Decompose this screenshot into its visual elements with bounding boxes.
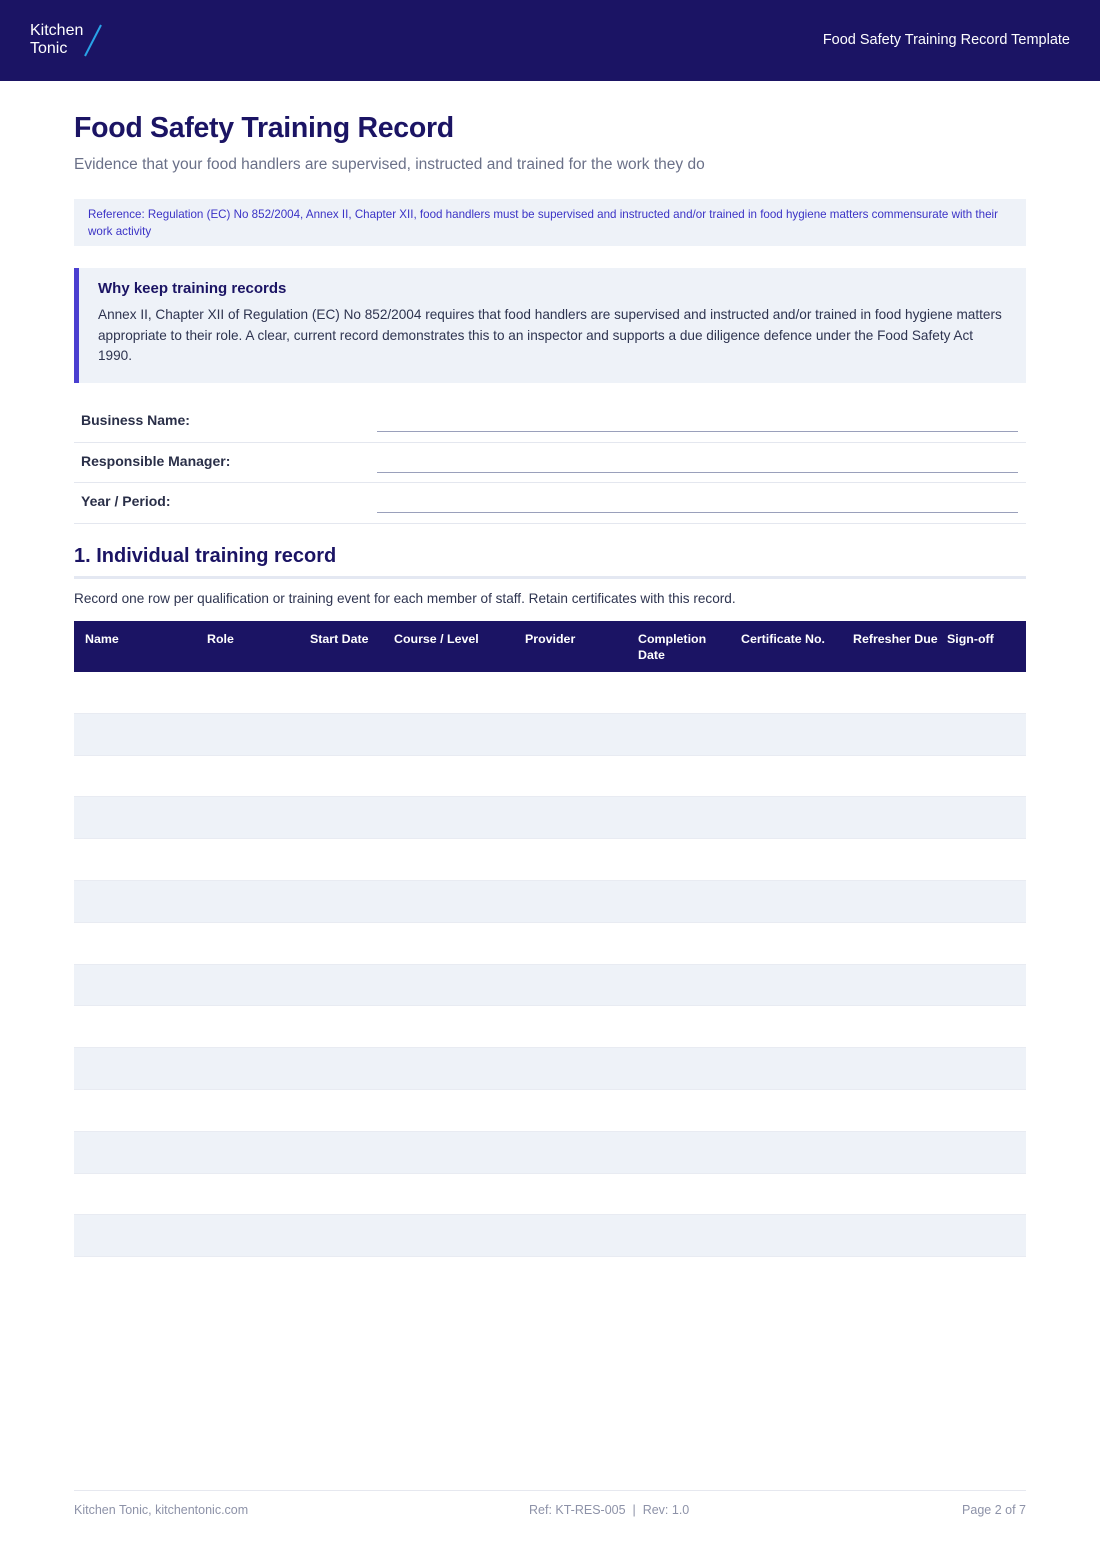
- year-period-row: [74, 483, 1026, 524]
- record-details-fields: [74, 402, 1026, 524]
- table-row[interactable]: [74, 839, 1026, 881]
- logo-text-line1: Kitchen: [30, 22, 84, 39]
- section-divider: [74, 576, 1026, 579]
- column-header-completion-date: Completion Date: [638, 632, 707, 662]
- table-row[interactable]: [74, 797, 1026, 839]
- logo-slash-icon: [82, 24, 104, 58]
- document-name: Food Safety Training Record Template: [822, 32, 1070, 48]
- column-header-role: Role: [207, 632, 234, 646]
- callout-title: Why keep training records: [98, 280, 287, 297]
- table-row[interactable]: [74, 881, 1026, 923]
- table-row[interactable]: [74, 756, 1026, 798]
- responsible-manager-row: [74, 443, 1026, 484]
- column-header-certificate-no: Certificate No.: [741, 632, 825, 646]
- footer-reference: Ref: KT-RES-005 | Rev: 1.0: [529, 1503, 690, 1517]
- table-header: [74, 621, 1026, 672]
- column-header-name: Name: [85, 632, 119, 646]
- footer-divider: [74, 1490, 1026, 1491]
- table-row[interactable]: [74, 1174, 1026, 1216]
- table-body: [74, 672, 1026, 1257]
- top-bar: [0, 0, 1100, 81]
- footer-page-number: Page 2 of 7: [962, 1503, 1026, 1517]
- column-header-provider: Provider: [525, 632, 576, 646]
- responsible-manager-label: Responsible Manager:: [81, 452, 231, 469]
- year-period-field[interactable]: [377, 512, 1018, 513]
- page-subtitle: Evidence that your food handlers are supervised, instructed and trained for the work they do: [74, 156, 705, 173]
- table-row[interactable]: [74, 1090, 1026, 1132]
- footer-company: Kitchen Tonic, kitchentonic.com: [74, 1503, 249, 1517]
- business-name-label: Business Name:: [81, 412, 190, 428]
- table-row[interactable]: [74, 1215, 1026, 1257]
- column-header-start-date: Start Date: [310, 632, 369, 646]
- section-description: Record one row per qualification or training event for each member of staff. Retain certificates with this record.: [74, 591, 736, 606]
- training-record-table: [74, 621, 1026, 1257]
- year-period-label: Year / Period:: [81, 493, 171, 509]
- table-row[interactable]: [74, 672, 1026, 714]
- logo-text-line2: Tonic: [30, 40, 68, 57]
- table-row[interactable]: [74, 1048, 1026, 1090]
- section-title: 1. Individual training record: [74, 545, 337, 567]
- responsible-manager-field[interactable]: [377, 472, 1018, 473]
- table-row[interactable]: [74, 1006, 1026, 1048]
- table-row[interactable]: [74, 923, 1026, 965]
- column-header-refresher-due: Refresher Due: [853, 632, 938, 646]
- column-header-sign-off: Sign-off: [947, 632, 994, 646]
- table-row[interactable]: [74, 1132, 1026, 1174]
- column-header-course-level: Course / Level: [394, 632, 479, 646]
- table-row[interactable]: [74, 714, 1026, 756]
- callout-body: Annex II, Chapter XII of Regulation (EC) No 852/2004 requires that food handlers are supervised and instructed and/or trained in food hygiene matters appropriate to their role. A clear, current record demonstrates this to an inspector and supports a due diligence defence under the Food Safety Act 1990.: [98, 307, 1002, 363]
- why-keep-records-callout: [74, 268, 1026, 383]
- business-name-field[interactable]: [377, 431, 1018, 432]
- business-name-row: [74, 402, 1026, 443]
- kitchen-tonic-logo: [30, 22, 83, 58]
- page-title: Food Safety Training Record: [74, 112, 454, 144]
- regulation-reference: Reference: Regulation (EC) No 852/2004, Annex II, Chapter XII, food handlers must be supervised and instructed and/or trained in food hygiene matters commensurate with their work activity: [74, 199, 1026, 246]
- table-row[interactable]: [74, 965, 1026, 1007]
